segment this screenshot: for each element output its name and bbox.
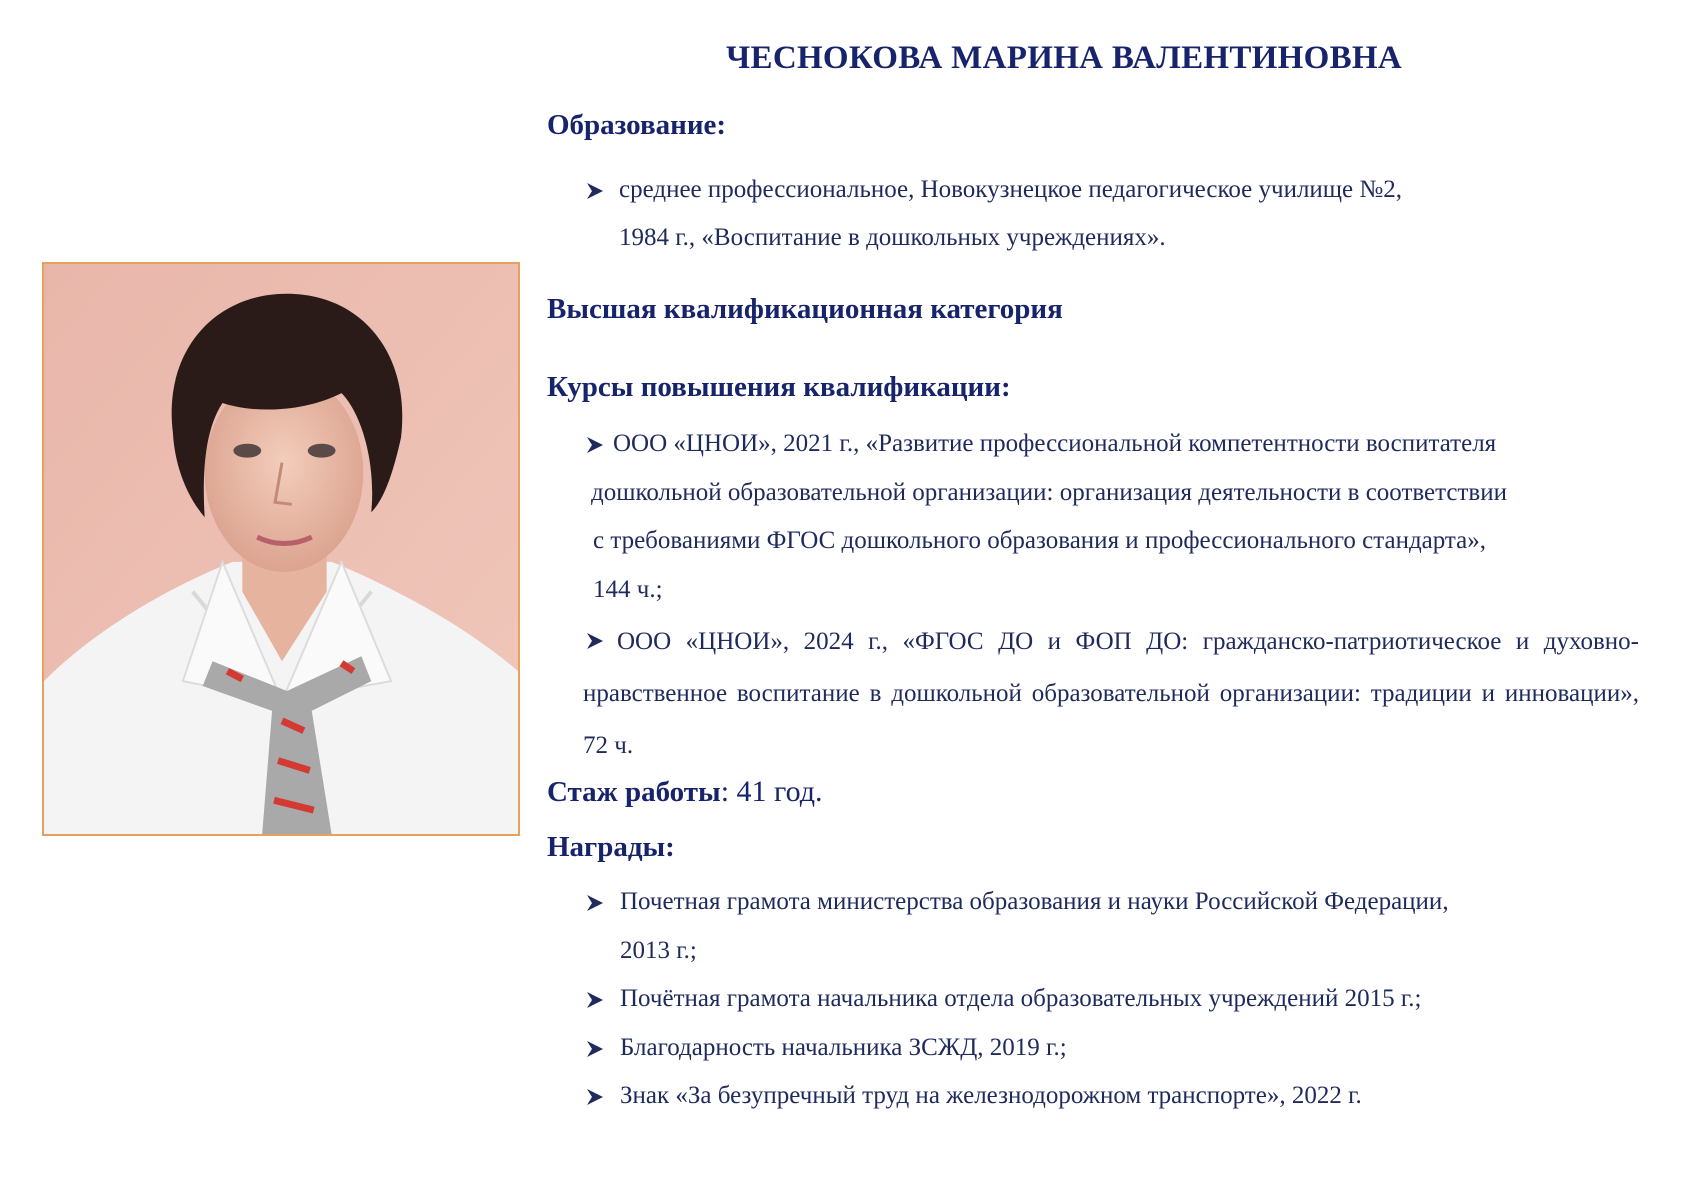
arrow-bullet-icon — [585, 975, 605, 1011]
list-item-text: Почетная грамота министерства образования и науки Российской Федерации, — [620, 888, 1449, 915]
list-item — [547, 1072, 1627, 1121]
courses-list — [547, 420, 1627, 614]
arrow-bullet-icon — [585, 878, 605, 914]
list-item-text: 2013 г.; — [620, 936, 697, 964]
list-item-text: 144 ч.; — [593, 575, 663, 603]
list-item-continuation — [547, 214, 1597, 262]
education-list — [547, 166, 1597, 262]
experience-value: : 41 год. — [720, 775, 823, 808]
arrow-bullet-icon — [585, 1072, 605, 1108]
courses-heading: Курсы повышения квалификации: — [547, 371, 1011, 403]
courses-list-2 — [583, 616, 1639, 772]
portrait-image — [44, 264, 518, 834]
work-experience — [547, 774, 823, 810]
list-item-text: Знак «За безупречный труд на железнодорожном транспорте», 2022 г. — [620, 1082, 1362, 1109]
list-item — [547, 975, 1627, 1024]
list-item-text: ООО «ЦНОИ», 2021 г., «Развитие профессиональной компетентности воспитателя — [613, 430, 1497, 457]
arrow-bullet-icon — [585, 420, 605, 456]
awards-list — [547, 878, 1627, 1121]
list-item — [583, 616, 1639, 772]
list-item — [547, 1024, 1627, 1073]
education-heading: Образование: — [547, 109, 727, 141]
page-title: ЧЕСНОКОВА МАРИНА ВАЛЕНТИНОВНА — [726, 40, 1402, 76]
list-item-text: среднее профессиональное, Новокузнецкое педагогическое училище №2, — [619, 176, 1403, 203]
list-item-continuation — [547, 517, 1627, 566]
arrow-bullet-icon — [585, 166, 605, 202]
list-item-text: Благодарность начальника ЗСЖД, 2019 г.; — [620, 1033, 1067, 1061]
list-item-text: Почётная грамота начальника отдела образовательных учреждений 2015 г.; — [620, 985, 1422, 1012]
list-item-text: 1984 г., «Воспитание в дошкольных учреждениях». — [619, 224, 1166, 251]
list-item — [547, 420, 1627, 469]
list-item-text: дошкольной образовательной организации: организация деятельности в соответствии — [591, 478, 1507, 506]
qualification-category: Высшая квалификационная категория — [547, 293, 1063, 325]
list-item-continuation — [547, 469, 1627, 518]
experience-label: Стаж работы — [547, 776, 721, 808]
list-item — [547, 878, 1627, 927]
list-item — [547, 166, 1597, 214]
list-item-continuation — [547, 927, 1627, 976]
list-item-continuation — [547, 566, 1627, 615]
portrait-photo — [42, 262, 520, 836]
arrow-bullet-icon — [585, 616, 605, 652]
list-item-text: ООО «ЦНОИ», 2024 г., «ФГОС ДО и ФОП ДО: гражданско-патриотическое и духовно-нравственное воспитание в дошкольной образовательной организации: традиции и инновации», 72 ч. — [583, 628, 1639, 759]
awards-heading: Награды: — [547, 831, 675, 863]
arrow-bullet-icon — [585, 1024, 605, 1060]
list-item-text: с требованиями ФГОС дошкольного образования и профессионального стандарта», — [593, 527, 1487, 554]
